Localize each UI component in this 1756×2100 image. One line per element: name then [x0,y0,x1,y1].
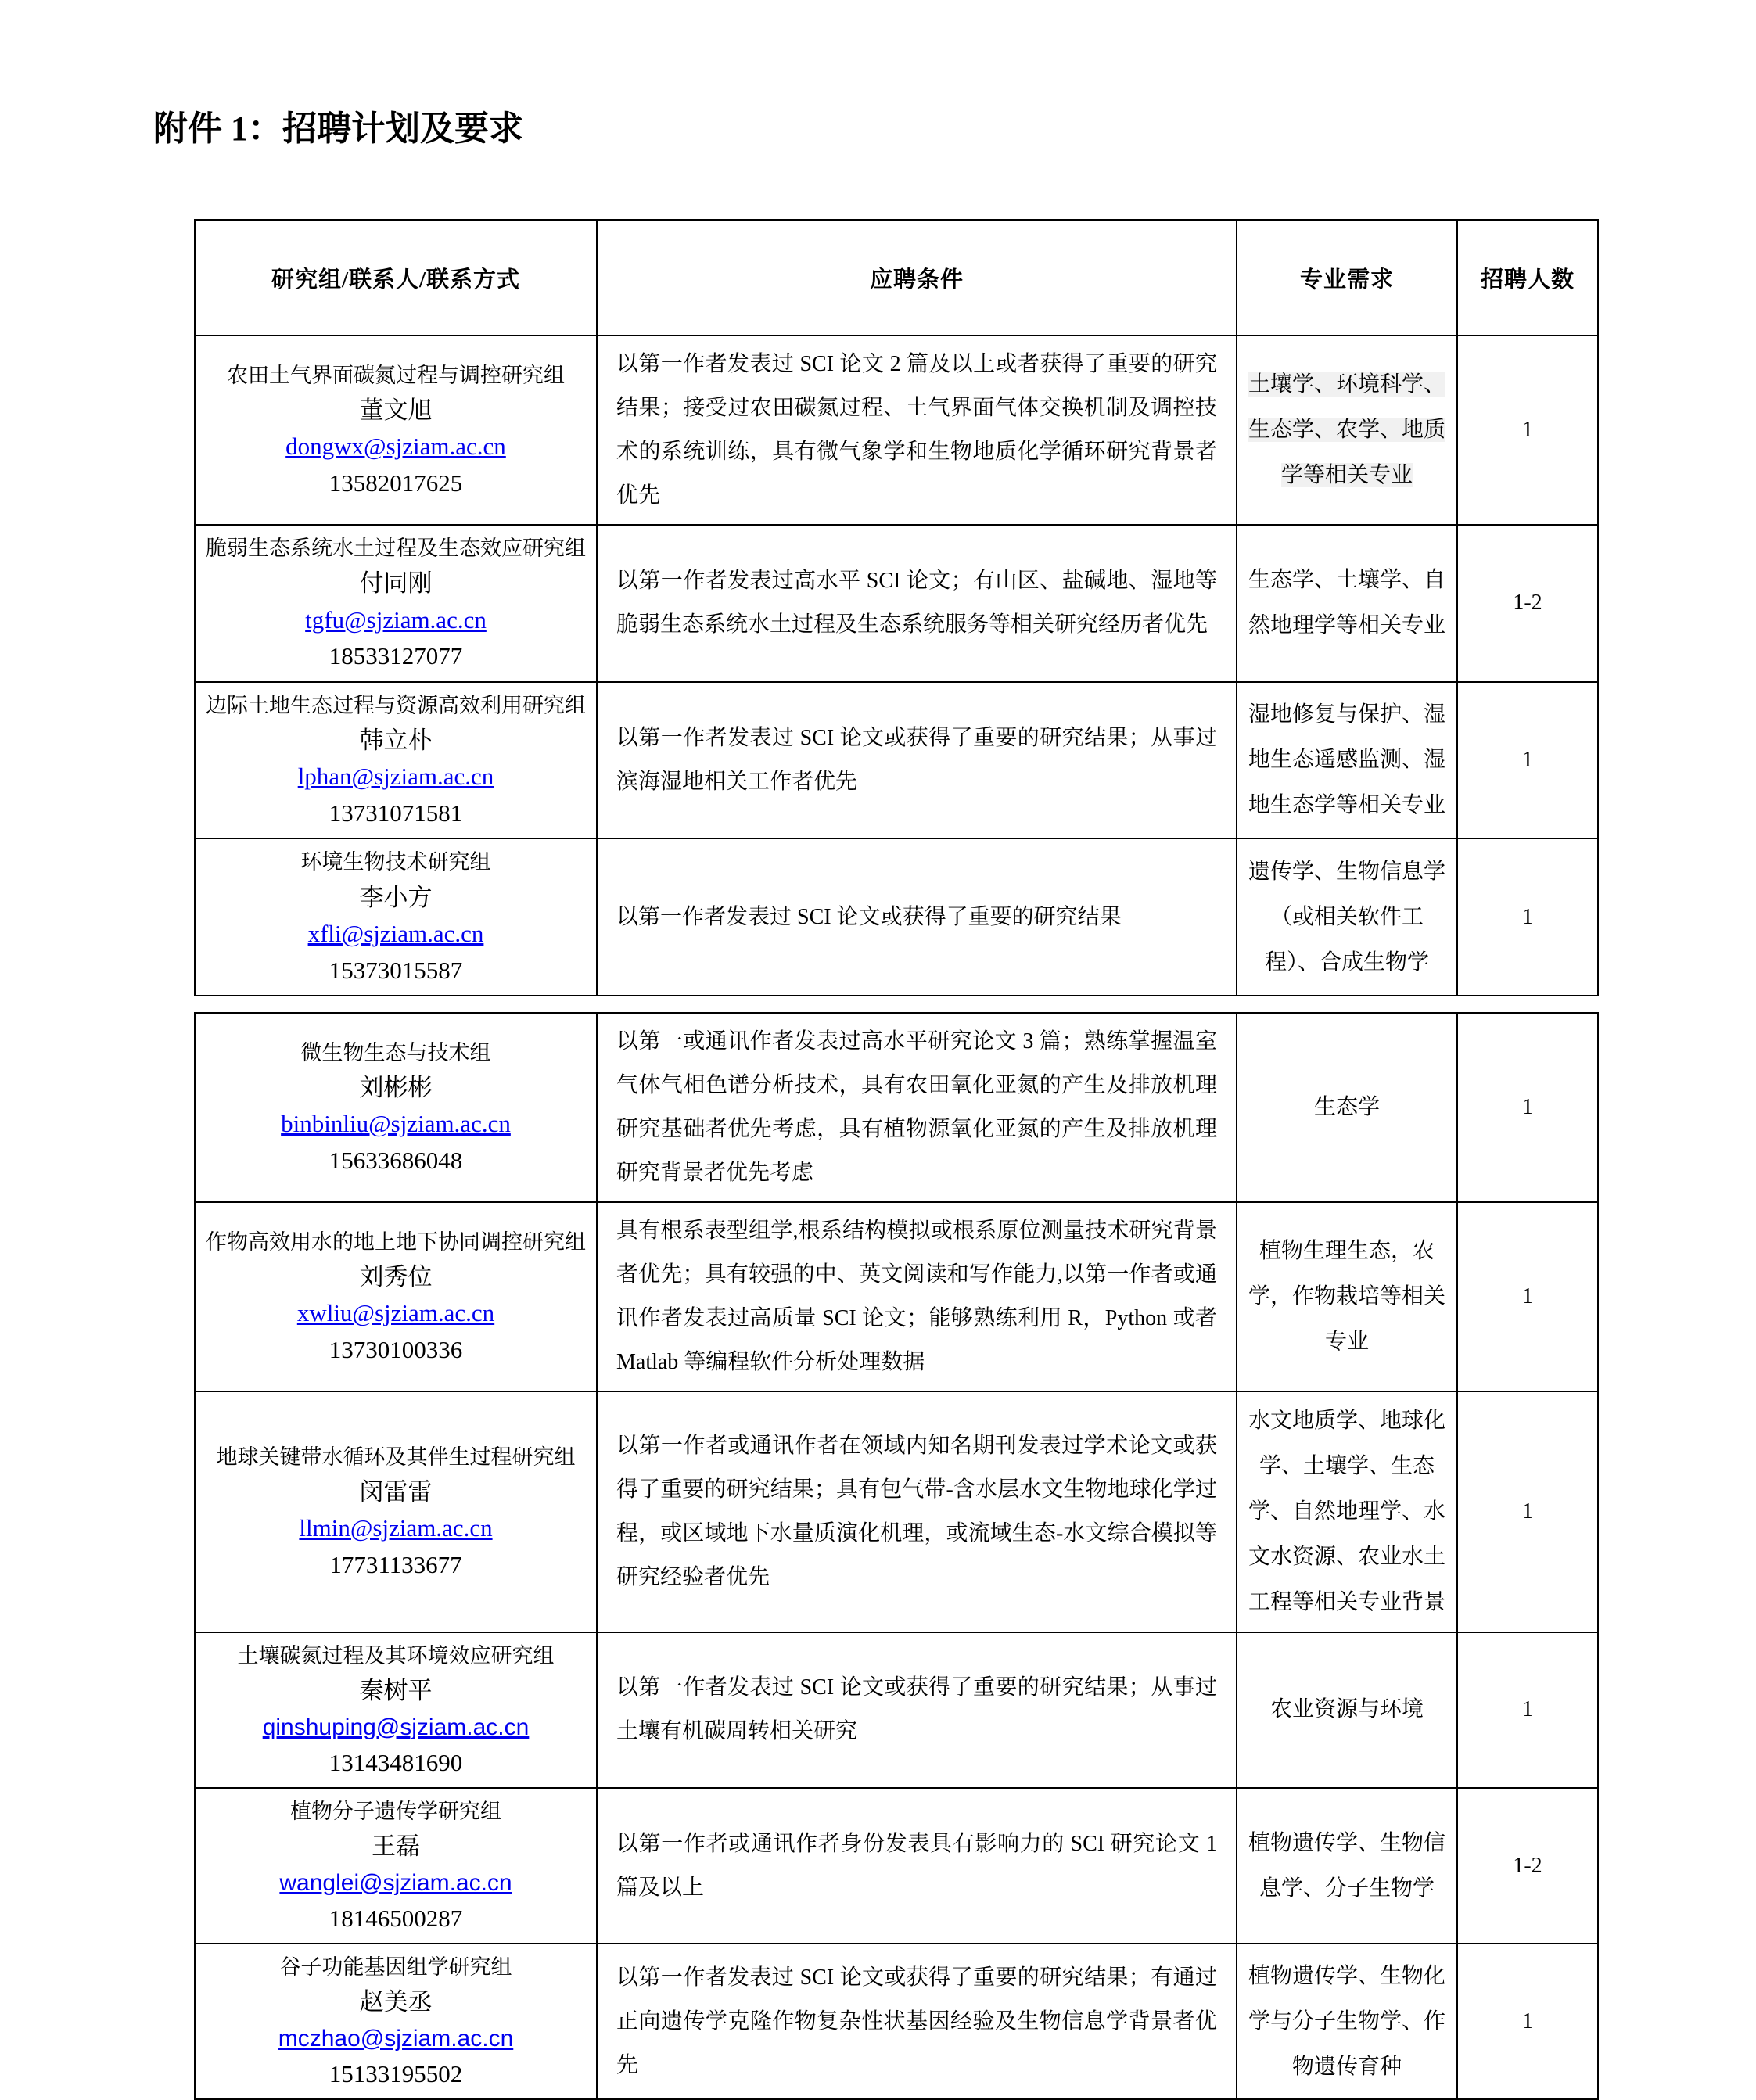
page-title: 附件 1：招聘计划及要求 [153,109,523,148]
cell-majors [1237,525,1457,682]
application-conditions-text: 以第一作者发表过高水平 SCI 论文；有山区、盐碱地、湿地等脆弱生态系统水土过程及生态系统服务等相关研究经历者优先 [616,569,1217,637]
cell-conditions [597,838,1237,996]
cell-headcount [1457,1788,1598,1944]
headcount-value: 1 [1522,1284,1533,1309]
cell-headcount [1457,1013,1598,1202]
contact-person-name: 董文旭 [359,396,433,424]
major-requirements-text: 农业资源与环境 [1269,1697,1424,1722]
column-header-conditions: 应聘条件 [597,220,1237,336]
headcount-value: 1 [1522,1697,1533,1722]
application-conditions-text: 以第一作者发表过 SCI 论文 2 篇及以上或者获得了重要的研究结果；接受过农田碳氮过程、土气界面气体交换机制及调控技术的系统训练，具有微气象学和生物地质化学循环研究背景者优先 [616,352,1217,508]
email-line [200,1106,591,1143]
research-group-name: 土壤碳氮过程及其环境效应研究组 [237,1643,555,1667]
cell-group-contact [195,682,597,839]
contact-person-name: 付同刚 [359,569,433,598]
cell-group-contact [195,1013,597,1202]
research-group-name: 边际土地生态过程与资源高效利用研究组 [206,693,586,717]
major-requirements-text: 土壤学、环境科学、生态学、农学、地质学等相关专业 [1248,372,1446,487]
application-conditions-text: 以第一或通讯作者发表过高水平研究论文 3 篇；熟练掌握温室气体气相色谱分析技术，具有农田氧化亚氮的产生及排放机理研究基础者优先考虑，具有植物源氧化亚氮的产生及排放机理研究背景者优先考虑 [616,1029,1217,1186]
cell-conditions [597,1788,1237,1944]
email-link[interactable]: tgfu@sjziam.ac.cn [305,605,487,634]
column-header-majors: 专业需求 [1237,220,1457,336]
email-line [200,1865,591,1901]
major-requirements-text: 植物遗传学、生物化学与分子生物学、作物遗传育种 [1248,1963,1446,2079]
cell-headcount [1457,1632,1598,1788]
research-group-name: 脆弱生态系统水土过程及生态效应研究组 [206,537,586,560]
phone-number: 15633686048 [329,1146,463,1174]
cell-group-contact [195,838,597,996]
cell-headcount [1457,336,1598,525]
contact-person-name: 李小方 [359,883,433,911]
application-conditions-text: 以第一作者发表过 SCI 论文或获得了重要的研究结果；从事过滨海湿地相关工作者优先 [616,726,1217,795]
cell-majors [1237,336,1457,525]
column-header-headcount: 招聘人数 [1457,220,1598,336]
cell-group-contact [195,1391,597,1632]
research-group-name: 地球关键带水循环及其伴生过程研究组 [216,1445,576,1469]
email-line [200,1510,591,1547]
application-conditions-text: 以第一作者发表过 SCI 论文或获得了重要的研究结果；有通过正向遗传学克隆作物复杂性状基因经验及生物信息学背景者优先 [616,1965,1217,2077]
application-conditions-text: 以第一作者或通讯作者身份发表具有影响力的 SCI 研究论文 1 篇及以上 [616,1831,1217,1900]
headcount-value: 1 [1522,1499,1533,1524]
major-requirements-text: 生态学、土壤学、自然地理学等相关专业 [1248,568,1446,638]
email-line [200,759,591,795]
phone-number: 13582017625 [329,468,463,497]
cell-group-contact [195,336,597,525]
email-link[interactable]: binbinliu@sjziam.ac.cn [281,1110,511,1138]
phone-number: 15133195502 [329,2059,463,2087]
cell-headcount [1457,1944,1598,2099]
cell-conditions [597,336,1237,525]
major-requirements-text: 生态学 [1313,1095,1380,1120]
email-line [200,916,591,953]
phone-number: 13731071581 [329,799,463,827]
contact-person-name: 王磊 [372,1833,420,1861]
table-row [195,838,1598,996]
email-link[interactable]: llmin@sjziam.ac.cn [299,1514,493,1542]
table-row [195,1202,1598,1391]
application-conditions-text: 以第一作者发表过 SCI 论文或获得了重要的研究结果 [616,904,1122,929]
cell-headcount [1457,525,1598,682]
cell-group-contact [195,525,597,682]
research-group-name: 微生物生态与技术组 [300,1040,491,1064]
headcount-value: 1 [1522,2008,1533,2034]
application-conditions-text: 以第一作者发表过 SCI 论文或获得了重要的研究结果；从事过土壤有机碳周转相关研究 [616,1675,1217,1744]
cell-group-contact [195,1788,597,1944]
cell-group-contact [195,1632,597,1788]
application-conditions-text: 具有根系表型组学,根系结构模拟或根系原位测量技术研究背景者优先；具有较强的中、英文阅读和写作能力,以第一作者或通讯作者发表过高质量 SCI 论文；能够熟练利用 R，Python 或者 Matlab 等编程软件分析处理数据 [616,1219,1217,1375]
headcount-value: 1 [1522,418,1533,442]
research-group-name: 农田土气界面碳氮过程与调控研究组 [227,363,565,387]
table-row [195,1944,1598,2099]
phone-number: 17731133677 [329,1550,462,1578]
email-line [200,1710,591,1745]
table-header-row [195,220,1598,336]
recruitment-table-1 [194,219,1599,996]
cell-majors [1237,1391,1457,1632]
headcount-value: 1-2 [1513,591,1542,616]
research-group-name: 作物高效用水的地上地下协同调控研究组 [206,1229,586,1254]
headcount-value: 1 [1522,904,1533,929]
cell-conditions [597,1202,1237,1391]
email-line [200,602,591,639]
contact-person-name: 刘彬彬 [359,1073,433,1101]
table-row [195,682,1598,839]
email-line [200,2021,591,2056]
research-group-name: 谷子功能基因组学研究组 [279,1955,512,1980]
table-row [195,525,1598,682]
table-row [195,1391,1598,1632]
email-link[interactable]: lphan@sjziam.ac.cn [297,763,494,791]
cell-conditions [597,682,1237,839]
email-link[interactable]: xwliu@sjziam.ac.cn [296,1299,495,1327]
email-line [200,1295,591,1332]
phone-number: 13143481690 [329,1748,463,1776]
cell-majors [1237,1944,1457,2099]
column-header-group-contact: 研究组/联系人/联系方式 [195,220,597,336]
research-group-name: 环境生物技术研究组 [300,850,491,874]
headcount-value: 1-2 [1513,1853,1542,1878]
cell-majors [1237,1788,1457,1944]
cell-headcount [1457,1391,1598,1632]
major-requirements-text: 湿地修复与保护、湿地生态遥感监测、湿地生态学等相关专业 [1248,702,1446,817]
email-link[interactable]: wanglei@sjziam.ac.cn [279,1869,512,1896]
cell-conditions [597,1391,1237,1632]
document-page [0,100,1756,2100]
table-row [195,1788,1598,1944]
major-requirements-text: 遗传学、生物信息学（或相关软件工程）、合成生物学 [1248,859,1446,975]
email-link[interactable]: xfli@sjziam.ac.cn [307,920,484,948]
cell-group-contact [195,1202,597,1391]
cell-majors [1237,1202,1457,1391]
cell-group-contact [195,1944,597,2099]
cell-majors [1237,1632,1457,1788]
recruitment-table-2 [194,1012,1599,2100]
cell-conditions [597,525,1237,682]
cell-headcount [1457,682,1598,839]
table-row [195,1013,1598,1202]
table-row [195,1632,1598,1788]
phone-number: 15373015587 [329,956,463,984]
contact-person-name: 赵美丞 [359,1988,433,2016]
email-link[interactable]: mczhao@sjziam.ac.cn [278,2025,514,2052]
research-group-name: 植物分子遗传学研究组 [290,1800,501,1824]
headcount-value: 1 [1522,1095,1533,1120]
contact-person-name: 闵雷雷 [359,1477,433,1506]
major-requirements-text: 植物生理生态，农学，作物栽培等相关专业 [1248,1239,1446,1355]
email-link[interactable]: qinshuping@sjziam.ac.cn [262,1714,530,1740]
contact-person-name: 刘秀位 [359,1262,433,1291]
cell-majors [1237,838,1457,996]
cell-conditions [597,1632,1237,1788]
major-requirements-text: 植物遗传学、生物信息学、分子生物学 [1248,1830,1446,1901]
cell-majors [1237,682,1457,839]
major-requirements-text: 水文地质学、地球化学、土壤学、生态学、自然地理学、水文水资源、农业水土工程等相关专业背景 [1248,1409,1446,1614]
application-conditions-text: 以第一作者或通讯作者在领域内知名期刊发表过学术论文或获得了重要的研究结果；具有包气带-含水层水文生物地球化学过程，或区域地下水量质演化机理，或流域生态-水文综合模拟等研究经验者优先 [616,1433,1217,1589]
email-line [200,429,591,465]
cell-headcount [1457,1202,1598,1391]
phone-number: 18146500287 [329,1904,463,1932]
cell-conditions [597,1013,1237,1202]
phone-number: 13730100336 [329,1335,463,1363]
cell-majors [1237,1013,1457,1202]
email-link[interactable]: dongwx@sjziam.ac.cn [285,433,506,461]
cell-conditions [597,1944,1237,2099]
contact-person-name: 秦树平 [359,1677,433,1705]
contact-person-name: 韩立朴 [359,726,433,754]
cell-headcount [1457,838,1598,996]
table-row [195,336,1598,525]
phone-number: 18533127077 [329,642,463,670]
headcount-value: 1 [1522,748,1533,773]
